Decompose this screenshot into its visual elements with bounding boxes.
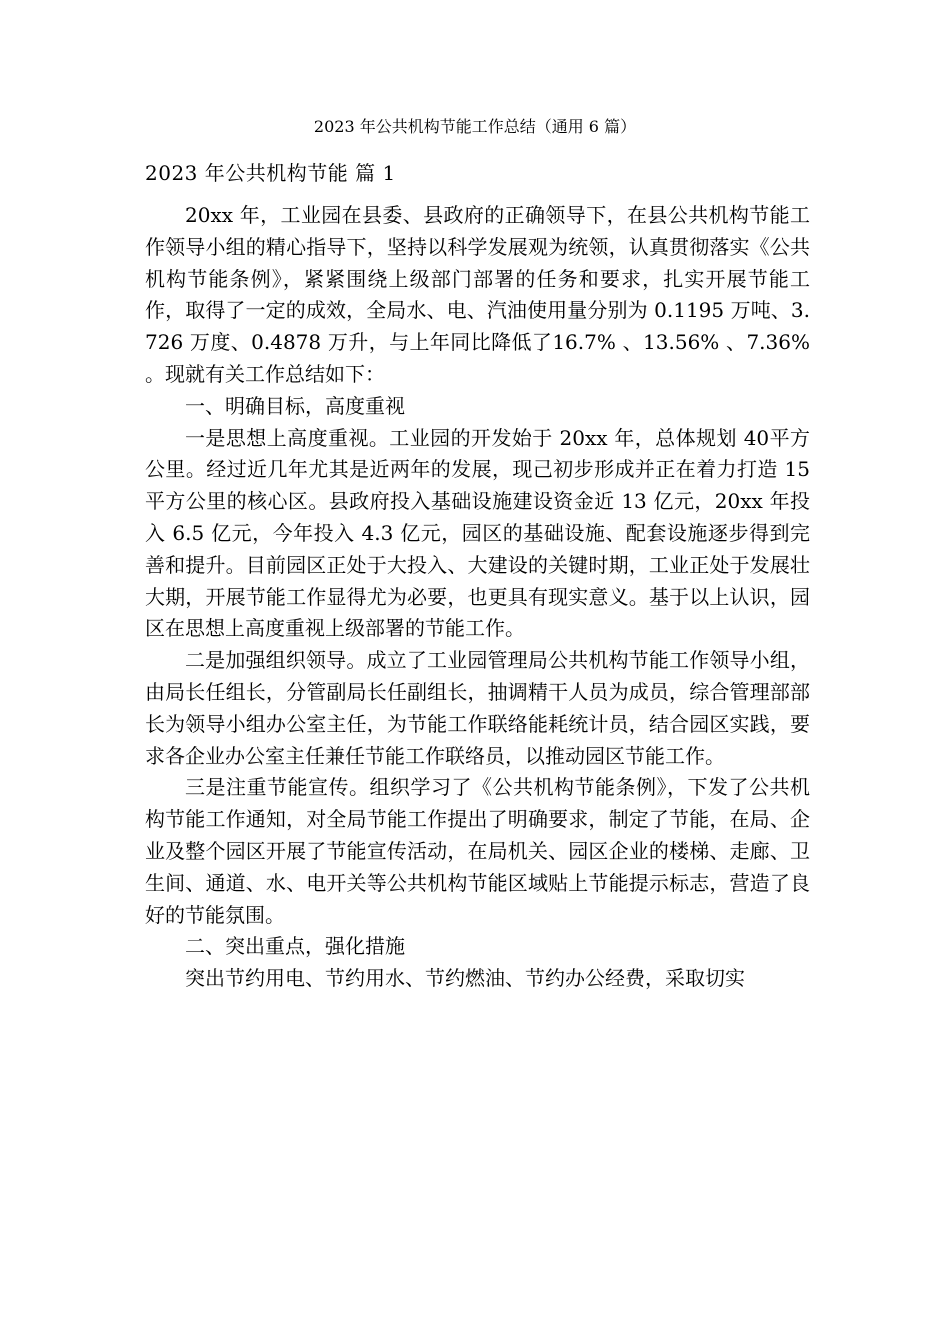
subheading-measures: 二、突出重点，强化措施: [185, 934, 405, 959]
section-heading: 2023 年公共机构节能 篇 1: [145, 161, 396, 185]
document-title: 2023 年公共机构节能工作总结（通用 6 篇）: [313, 117, 637, 136]
paragraph-measures: 突出节约用电、节约用水、节约燃油、节约办公经费，采取切实: [185, 966, 745, 991]
paragraph-publicity: 三是注重节能宣传。组织学习了《公共机构节能条例》，下发了公共机构节能工作通知，对全局节能工作提出了明确要求，制定了节能，在局、企业及整个园区开展了节能宣传活动，在局机关、园区企业的楼梯、走廊、卫生间、通道、水、电开关等公共机构节能区域贴上节能提示标志，营造了良好的节能氛围。: [145, 775, 810, 927]
paragraph-awareness: 一是思想上高度重视。工业园的开发始于 20xx 年，总体规划 40平方公里。经过近几年尤其是近两年的发展，现己初步形成并正在着力打造 15 平方公里的核心区。县政府投入基础设施建设资金近 13 亿元，20xx 年投入 6.5 亿元，今年投入 4.3 亿元，园区的基础设施、配套设施逐步得到完善和提升。目前园区正处于大投入、大建设的关键时期，工业正处于发展壮大期，开展节能工作显得尤为必要，也更具有现实意义。基于以上认识，园区在思想上高度重视上级部署的节能工作。: [145, 425, 810, 641]
paragraph-intro: 20xx 年，工业园在县委、县政府的正确领导下，在县公共机构节能工作领导小组的精心指导下，坚持以科学发展观为统领，认真贯彻落实《公共机构节能条例》，紧紧围绕上级部门部署的任务和要求，扎实开展节能工作，取得了一定的成效，全局水、电、汽油使用量分别为 0.1195 万吨、3.726 万度、0.4878 万升，与上年同比降低了16.7% 、13.56% 、7.36% 。现就有关工作总结如下：: [145, 203, 810, 386]
paragraph-leadership: 二是加强组织领导。成立了工业园管理局公共机构节能工作领导小组，由局长任组长，分管副局长任副组长，抽调精干人员为成员，综合管理部部长为领导小组办公室主任，为节能工作联络能耗统计员，结合园区实践，要求各企业办公室主任兼任节能工作联络员，以推动园区节能工作。: [145, 648, 810, 768]
document-body: [145, 200, 810, 995]
subheading-goals: 一、明确目标，高度重视: [185, 393, 405, 418]
